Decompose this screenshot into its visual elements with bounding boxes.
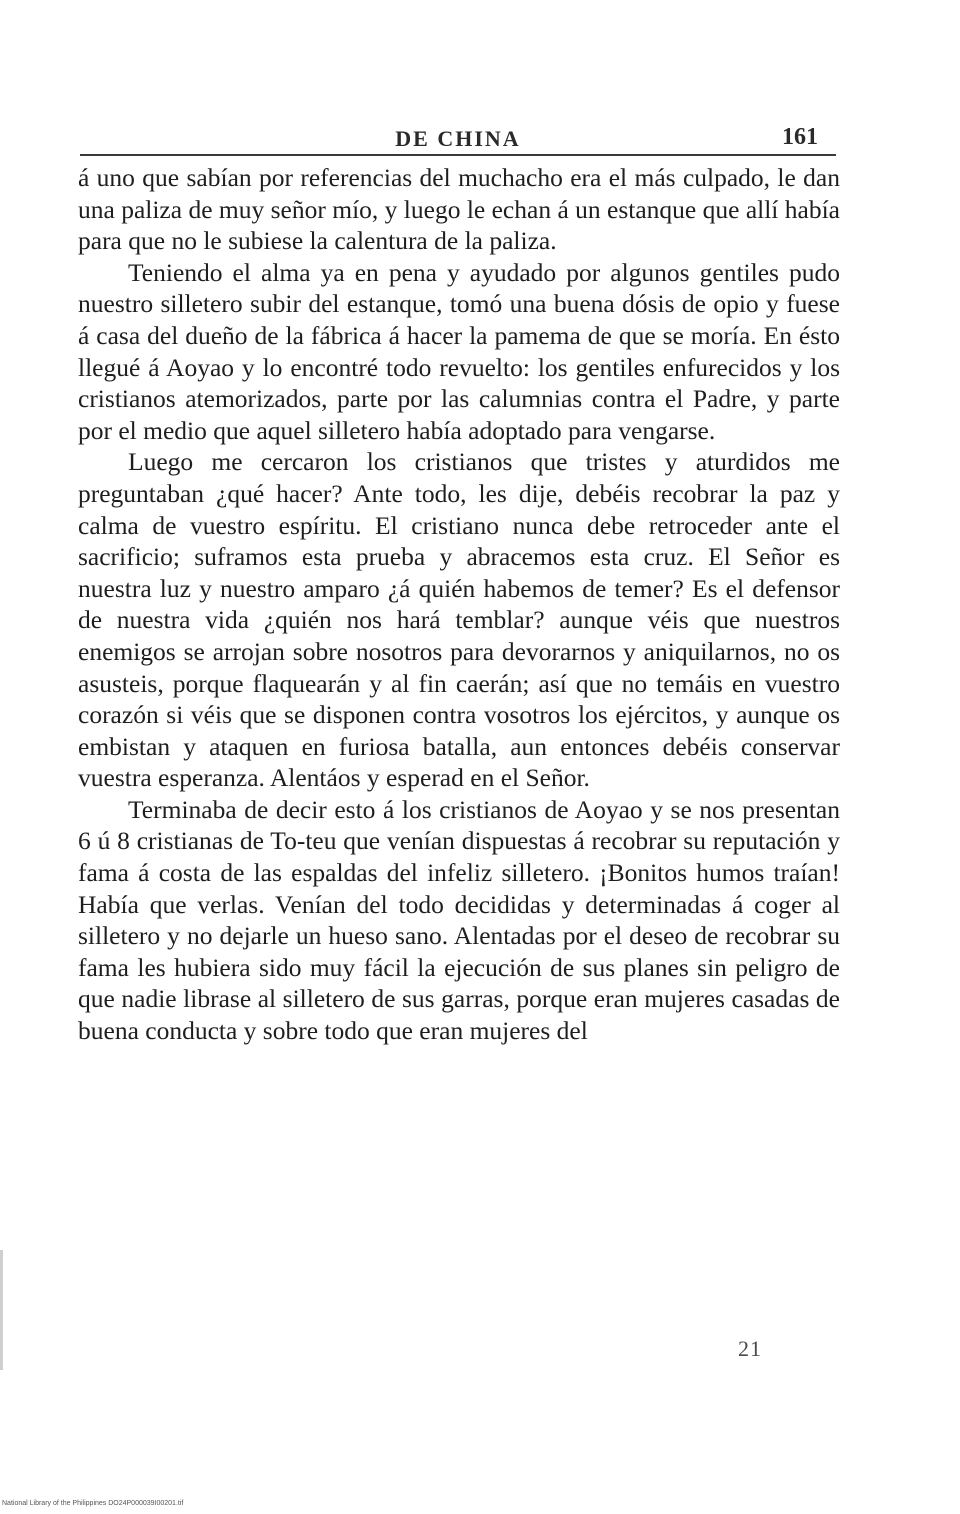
running-title: DE CHINA bbox=[395, 126, 521, 151]
printer-signature-mark: 21 bbox=[738, 1336, 762, 1361]
running-header bbox=[80, 122, 836, 156]
paragraph: Luego me cercaron los cristianos que tristes y aturdidos me preguntaban ¿qué hacer? Ante todo, les dije, debéis recobrar la paz y calma de vuestro espíritu. El cristiano nunca debe retroceder ante el sacrificio; suframos esta prueba y abracemos esta cruz. El Señor es nuestra luz y nuestro amparo ¿á quién habemos de temer? Es el defensor de nuestra vida ¿quién nos hará temblar? aunque véis que nuestros enemigos se arrojan sobre nosotros para devorarnos y aniquilarnos, no os asusteis, porque flaquearán y al fin caerán; así que no temáis en vuestro corazón si véis que se disponen contra vosotros los ejércitos, y aunque os embistan y ataquen en furiosa batalla, aun entonces debéis conservar vuestra esperanza. Alentáos y esperad en el Señor. bbox=[78, 447, 840, 793]
body-text bbox=[78, 162, 840, 1047]
paragraph: Teniendo el alma ya en pena y ayudado por algunos gentiles pudo nuestro silletero subir del estanque, tomó una buena dósis de opio y fuese á casa del dueño de la fábrica á hacer la pamema de que se moría. En ésto llegué á Aoyao y lo encontré todo revuelto: los gentiles enfurecidos y los cristianos atemorizados, parte por las calumnias contra el Padre, y parte por el medio que aquel silletero había adoptado para vengarse. bbox=[78, 257, 840, 445]
page-number: 161 bbox=[782, 124, 818, 150]
paragraph: Terminaba de decir esto á los cristianos de Aoyao y se nos presentan 6 ú 8 cristianas de To-teu que venían dispuestas á recobrar su reputación y fama á costa de las espaldas del infeliz silletero. ¡Bonitos humos traían! Había que verlas. Venían del todo decididas y determinadas á coger al silletero y no dejarle un hueso sano. Alentadas por el deseo de recobrar su fama les hubiera sido muy fácil la ejecución de sus planes sin peligro de que nadie librase al silletero de sus garras, porque eran mujeres casadas de buena conducta y sobre todo que eran mujeres del bbox=[78, 794, 840, 1046]
library-credit-line: National Library of the Philippines DO24P000039I00201.tif bbox=[2, 1500, 184, 1507]
paragraph-continuation: á uno que sabían por referencias del muchacho era el más culpado, le dan una paliza de muy señor mío, y luego le echan á un estanque que allí había para que no le subiese la calentura de la paliza. bbox=[78, 163, 840, 256]
scan-edge-shadow bbox=[0, 1250, 3, 1370]
